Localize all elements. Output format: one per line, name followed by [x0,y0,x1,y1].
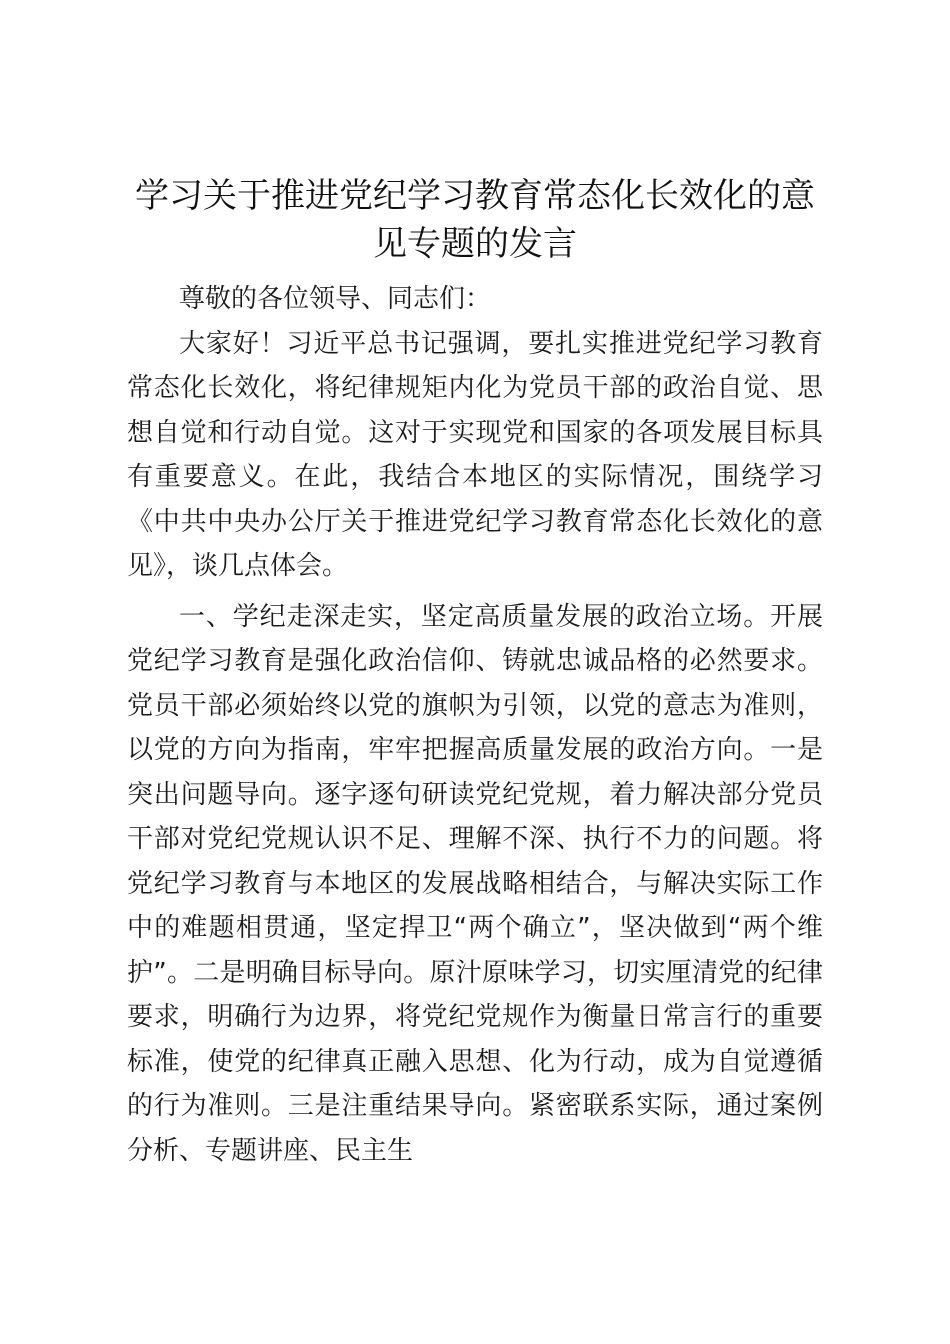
greeting: 尊敬的各位领导、同志们： [179,284,492,314]
document-body [127,172,823,1173]
document-title: 学习关于推进党纪学习教育常态化长效化的意见专题的发言 [135,176,815,264]
paragraph-section-one: 一、学纪走深走实，坚定高质量发展的政治立场。开展党纪学习教育是强化政治信仰、铸就忠诚品格的必然要求。党员干部必须始终以党的旗帜为引领，以党的意志为准则，以党的方向为指南，牢牢把握高质量发展的政治方向。一是突出问题导向。逐字逐句研读党纪党规，着力解决部分党员干部对党纪党规认识不足、理解不深、执行不力的问题。将党纪学习教育与本地区的发展战略相结合，与解决实际工作中的难题相贯通，坚定捍卫“两个确立”，坚决做到“两个维护”。二是明确目标导向。原汁原味学习，切实厘清党的纪律要求，明确行为边界，将党纪党规作为衡量日常言行的重要标准，使党的纪律真正融入思想、化为行动，成为自觉遵循的行为准则。三是注重结果导向。紧密联系实际，通过案例分析、专题讲座、民主生 [127,601,823,1166]
paragraph-intro: 大家好！习近平总书记强调，要扎实推进党纪学习教育常态化长效化，将纪律规矩内化为党员干部的政治自觉、思想自觉和行动自觉。这对于实现党和国家的各项发展目标具有重要意义。在此，我结合本地区的实际情况，围绕学习《中共中央办公厅关于推进党纪学习教育常态化长效化的意见》，谈几点体会。 [127,328,823,581]
